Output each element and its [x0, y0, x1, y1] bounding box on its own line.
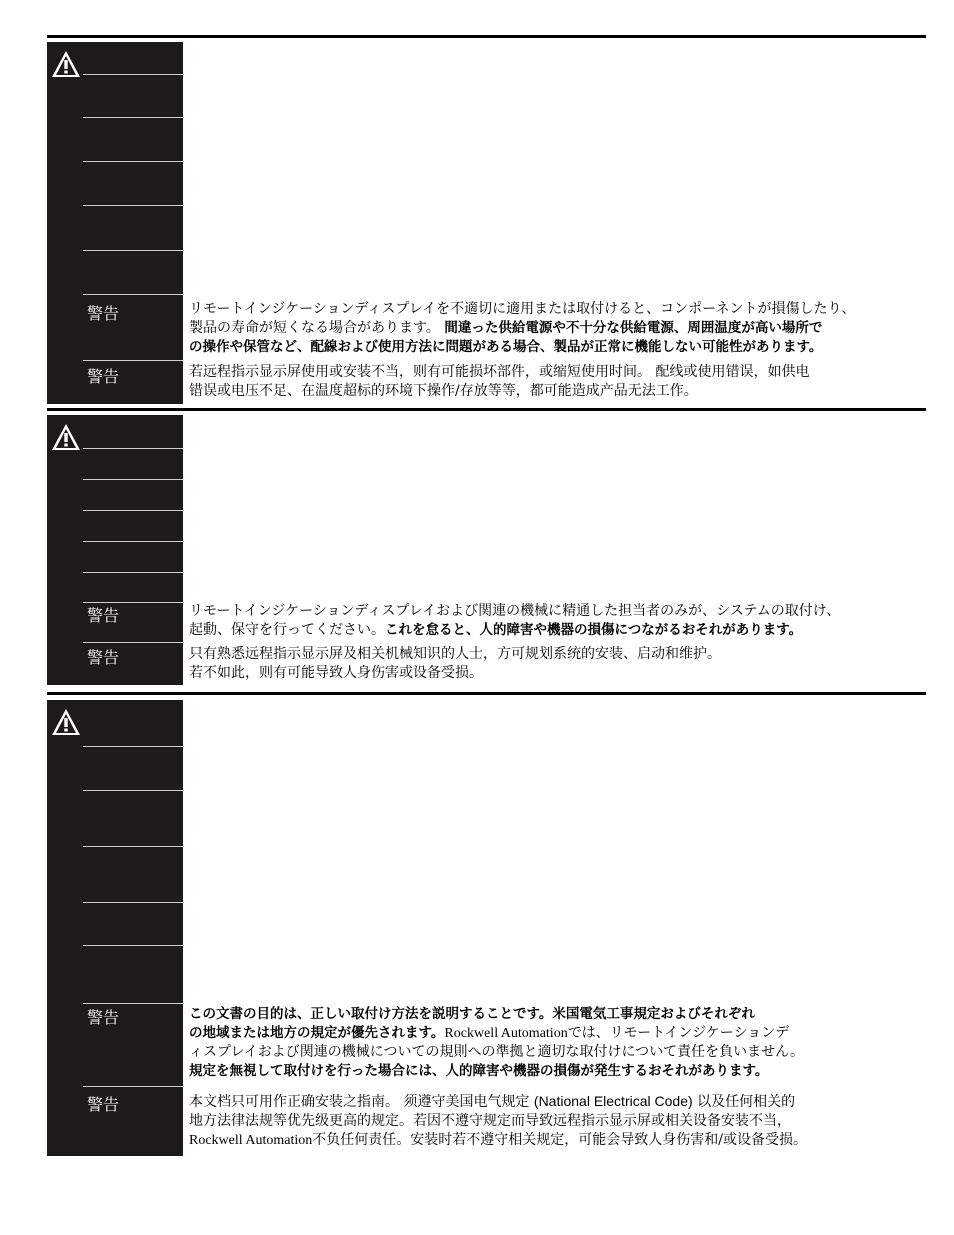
warning-triangle-icon: [51, 50, 81, 78]
warning-text-zh: 若远程指示显示屏使用或安装不当，则有可能损坏部件，或缩短使用时间。 配线或使用错误，如供电 错误或电压不足、在温度超标的环境下操作/存放等等，都可能造成产品无法工作。: [189, 364, 810, 399]
warning-triangle-icon: [51, 423, 81, 451]
warning-text-zh: 只有熟悉远程指示显示屏及相关机械知识的人士，方可规划系统的安装、启动和维护。 若不如此，则有可能导致人身伤害或设备受损。: [189, 646, 721, 681]
warning-text-zh: 本文档只可用作正确安装之指南。 须遵守美国电气规定 (National Electrical Code) 以及任何相关的 地方法律法规等优先级更高的规定。若因不遵守规定而导致远程指示显示屏或相关设备安装不当， Rockwell Automation不负任何责任。安装时若不遵守相关规定，可能会导致人身伤害和/或设备受损。: [189, 1093, 807, 1148]
divider-rule-1: [47, 408, 926, 411]
warning-label-jp: 警告: [87, 606, 120, 625]
warning-sidebar: [47, 415, 183, 685]
top-rule: [47, 35, 926, 38]
warning-block-3: [47, 700, 926, 1156]
warning-block-2: [47, 415, 926, 685]
warning-label-jp: 警告: [87, 304, 120, 323]
divider-rule-2: [47, 692, 926, 695]
warning-label-zh: 警告: [87, 367, 120, 386]
warning-label-zh: 警告: [87, 1095, 120, 1114]
warning-label-jp: 警告: [87, 1008, 120, 1027]
warning-text-jp: リモートインジケーションディスプレイおよび関連の機械に精通した担当者のみが、システムの取付け、 起動、保守を行ってください。これを怠ると、人的障害や機器の損傷につながるおそれがあります。: [189, 603, 841, 638]
warning-block-1: [47, 42, 926, 404]
warning-text-jp: リモートインジケーションディスプレイを不適切に適用または取付けると、コンポーネントが損傷したり、 製品の寿命が短くなる場合があります。 間違った供給電源や不十分な供給電源、周囲温度が高い場所で の操作や保管など、配線および使用方法に問題がある場合、製品が正常に機能しない可能性があります。: [189, 301, 856, 355]
warning-text-jp: この文書の目的は、正しい取付け方法を説明することです。米国電気工事規定およびそれぞれ の地域または地方の規定が優先されます。Rockwell Automationでは、リモートインジケーションデ ィスプレイおよび関連の機械についての規則への準拠と適切な取付けについて責任を負いません。 規定を無視して取付けを行った場合には、人的障害や機器の損傷が発生するおそれがあります。: [189, 1006, 805, 1079]
warning-sidebar: [47, 700, 183, 1156]
warning-triangle-icon: [51, 708, 81, 736]
warning-label-zh: 警告: [87, 648, 120, 667]
warning-sidebar: [47, 42, 183, 404]
